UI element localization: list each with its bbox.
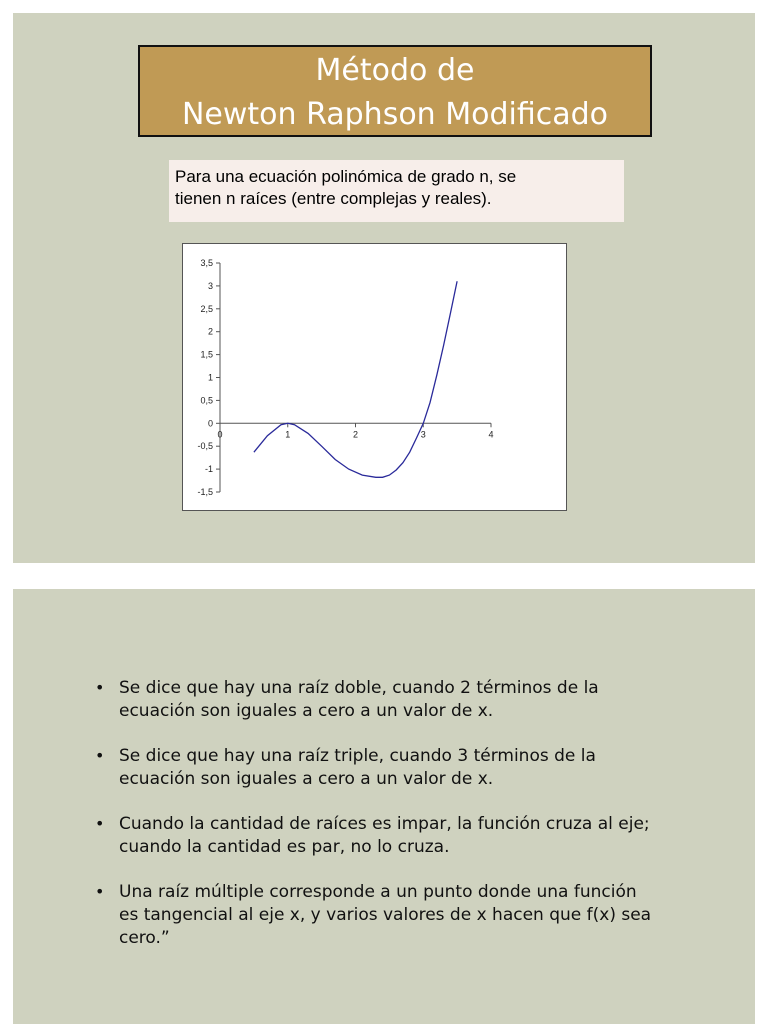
y-tick-label: -1,5 — [197, 487, 213, 497]
x-tick-label: 1 — [285, 429, 291, 440]
chart-svg — [183, 244, 568, 512]
bullet-item-1 — [93, 677, 653, 723]
title-line-1: Método de — [315, 53, 475, 88]
slide-title — [138, 45, 652, 137]
bullet-text-3: Cuando la cantidad de raíces es impar, la función cruza al eje; cuando la cantidad es par, no lo cruza. — [119, 814, 650, 857]
title-line-2: Newton Raphson Modificado — [181, 97, 609, 132]
y-tick-label: 3 — [207, 280, 213, 291]
polynomial-chart — [182, 243, 567, 511]
slide-1 — [13, 13, 755, 563]
series-line — [254, 281, 457, 477]
y-tick-label: 3,5 — [200, 258, 213, 268]
y-tick-label: 1,5 — [200, 349, 213, 360]
y-tick-label: -0,5 — [197, 441, 213, 452]
x-tick-label: 2 — [352, 429, 359, 440]
y-tick-label: 1 — [207, 372, 213, 383]
x-tick-label: 4 — [488, 429, 494, 440]
bullet-list — [93, 677, 653, 972]
bullet-text-4: Una raíz múltiple corresponde a un punto donde una función es tangencial al eje x, y varios valores de x hacen que f(x) sea cero.” — [119, 882, 652, 948]
y-tick-label: 2 — [207, 326, 213, 337]
y-tick-label: -1 — [204, 464, 213, 475]
slide-2 — [13, 589, 755, 1024]
intro-text — [169, 160, 624, 222]
bullet-item-2 — [93, 745, 653, 791]
bullet-dot: • — [95, 746, 105, 765]
bullet-item-3 — [93, 813, 653, 859]
y-tick-label: 2,5 — [200, 303, 213, 314]
bullet-dot: • — [95, 678, 105, 697]
bullet-text-2: Se dice que hay una raíz triple, cuando 3 términos de la ecuación son iguales a cero a un valor de x. — [119, 746, 596, 789]
y-tick-label: 0,5 — [200, 395, 213, 406]
bullet-dot: • — [95, 814, 105, 833]
bullet-dot: • — [95, 882, 105, 901]
x-tick-label: 0 — [217, 429, 223, 440]
intro-line-2: tienen n raíces (entre complejas y reales). — [175, 189, 492, 208]
bullet-item-4 — [93, 881, 653, 950]
y-tick-label: 0 — [207, 418, 213, 429]
intro-line-1: Para una ecuación polinómica de grado n, se — [175, 167, 517, 186]
bullet-text-1: Se dice que hay una raíz doble, cuando 2 términos de la ecuación son iguales a cero a un valor de x. — [119, 678, 599, 721]
x-tick-label: 3 — [420, 429, 426, 440]
